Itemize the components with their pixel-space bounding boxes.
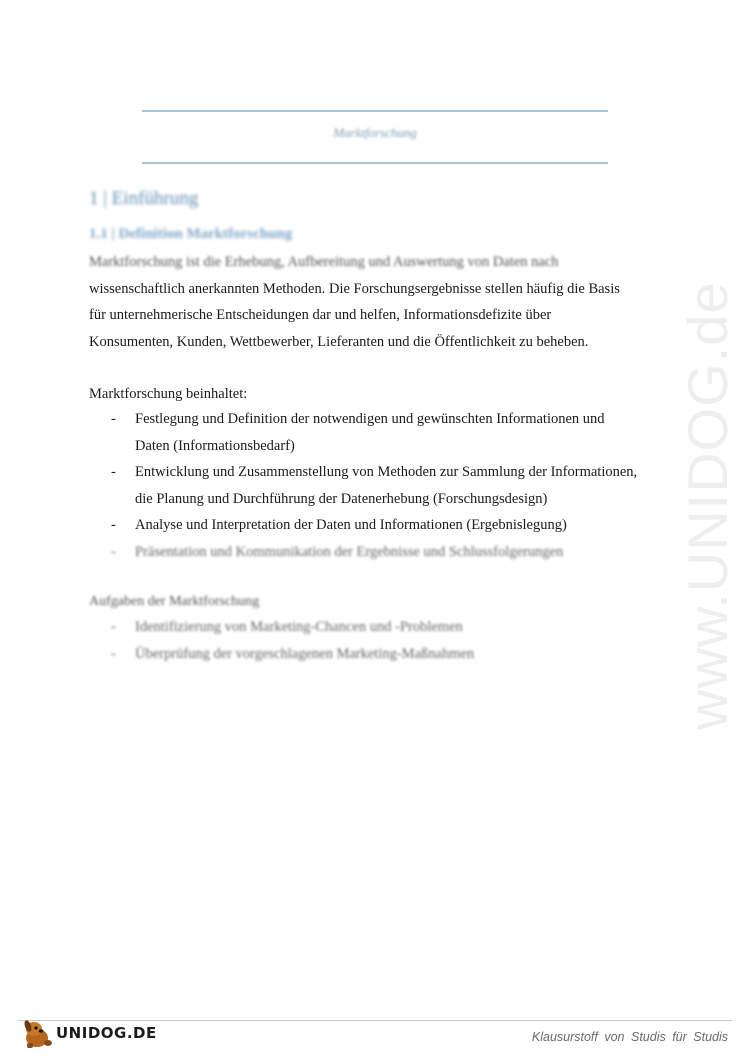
paragraph-line: Marktforschung ist die Erhebung, Aufbereitung und Auswertung von Daten nach — [89, 254, 559, 270]
aufgaben-list — [89, 614, 679, 667]
inhalt-label: Marktforschung beinhaltet: — [89, 386, 248, 402]
logo-text: UNIDOG.DE — [56, 1024, 157, 1042]
definition-paragraph — [89, 249, 669, 355]
unidog-logo[interactable] — [20, 1016, 160, 1050]
list-item-text: die Planung und Durchführung der Datenerhebung (Forschungsdesign) — [135, 490, 548, 507]
dash-marker: - — [111, 411, 116, 427]
dash-marker: - — [111, 645, 116, 662]
list-item — [89, 406, 679, 459]
section-subheading: 1.1 | Definition Marktforschung — [89, 226, 293, 242]
dash-marker: - — [111, 619, 116, 635]
list-item-text: Entwicklung und Zusammenstellung von Methoden zur Sammlung der Informationen, — [135, 464, 638, 480]
list-item-text: Identifizierung von Marketing-Chancen und -Problemen — [135, 619, 463, 635]
list-item — [89, 641, 679, 668]
list-item — [89, 512, 679, 539]
watermark: www.UNIDOG.de — [676, 281, 739, 730]
header-title: Marktforschung — [333, 125, 417, 140]
list-item — [89, 539, 679, 566]
inhalt-list — [89, 406, 679, 565]
paragraph-line: wissenschaftlich anerkannten Methoden. Die Forschungsergebnisse stellen häufig die Basis — [89, 280, 620, 297]
dash-marker: - — [111, 464, 116, 480]
list-item-text: Präsentation und Kommunikation der Ergebnisse und Schlussfolgerungen — [135, 543, 564, 560]
footer-tagline: Klausurstoff von Studis für Studis — [531, 1030, 728, 1044]
list-item-text: Festlegung und Definition der notwendigen und gewünschten Informationen und — [135, 411, 605, 427]
list-item — [89, 614, 679, 641]
dash-marker: - — [111, 517, 116, 533]
header-bottom-rule — [142, 162, 608, 164]
paragraph-line: für unternehmerische Entscheidungen dar und helfen, Informationsdefizite über — [89, 307, 552, 323]
list-item-text: Daten (Informationsbedarf) — [135, 437, 295, 454]
header-top-rule — [142, 110, 608, 112]
dog-icon — [20, 1016, 60, 1050]
paragraph-line: Konsumenten, Kunden, Wettbewerber, Lieferanten und die Öffentlichkeit zu beheben. — [89, 333, 589, 350]
list-item-text: Analyse und Interpretation der Daten und Informationen (Ergebnislegung) — [135, 517, 567, 533]
dash-marker: - — [111, 543, 116, 560]
aufgaben-label: Aufgaben der Marktforschung — [89, 594, 260, 609]
list-item-text: Überprüfung der vorgeschlagenen Marketing-Maßnahmen — [135, 645, 475, 662]
section-heading: 1 | Einführung — [89, 188, 199, 209]
list-item — [89, 459, 679, 512]
